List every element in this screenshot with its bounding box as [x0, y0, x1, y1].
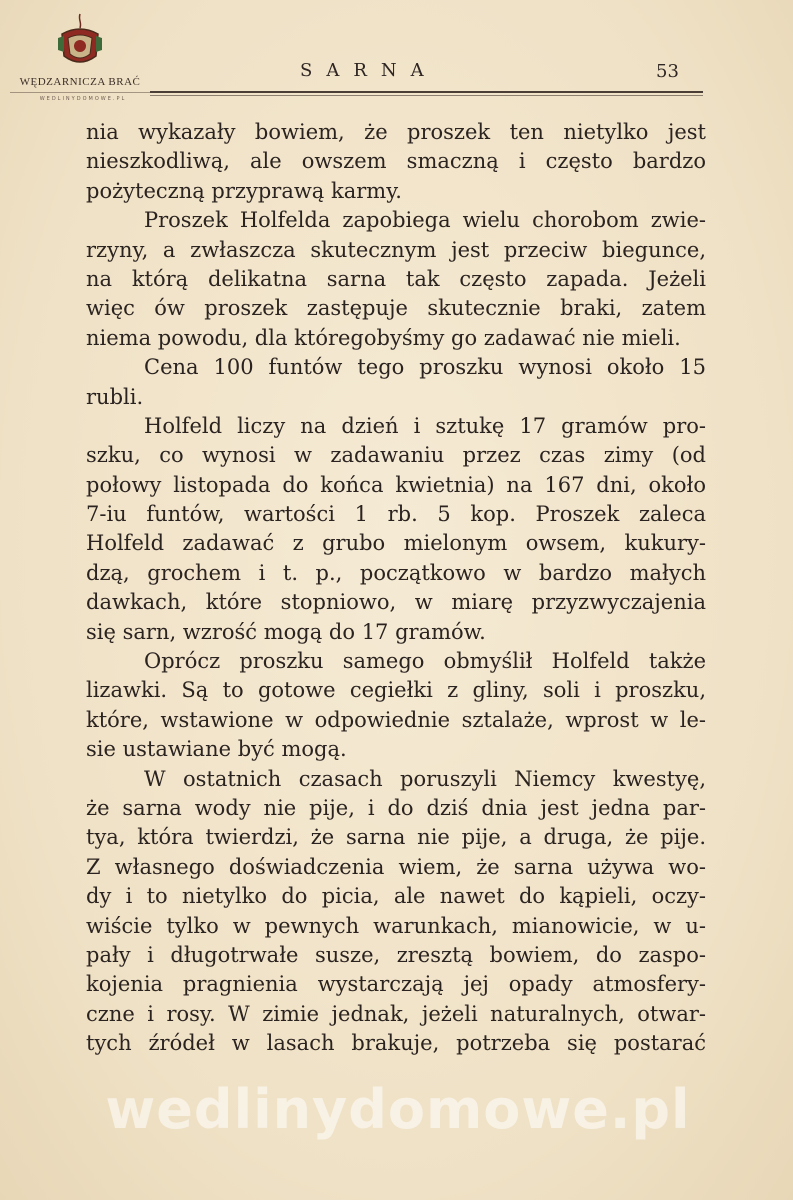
text-line: wiście tylko w pewnych warunkach, mianowicie, w u-	[86, 913, 706, 938]
brand-name: WĘDZARNICZA BRAĆ	[19, 76, 141, 88]
text-line: które, wstawione w odpowiednie sztalaże, wprost w le-	[86, 707, 706, 732]
watermark: wedlinydomowe.pl	[105, 1078, 691, 1141]
text-line: nieszkodliwą, ale owszem smaczną i często bardzo	[86, 149, 706, 174]
text-line: pały i długotrwałe susze, zresztą bowiem, do zaspo-	[86, 942, 706, 967]
logo-rule	[10, 92, 160, 93]
text-line: lizawki. Są to gotowe cegiełki z gliny, soli i proszku,	[86, 678, 706, 703]
text-line: czne i rosy. W zimie jednak, jeżeli naturalnych, otwar-	[86, 1001, 706, 1026]
header-rule	[150, 91, 703, 93]
text-line: Proszek Holfelda zapobiega wielu chorobom zwie-	[144, 208, 706, 233]
body-text	[86, 118, 706, 1059]
text-line: sie ustawiane być mogą.	[86, 737, 347, 762]
crest-icon	[56, 12, 104, 72]
text-line: pożyteczną przyprawą karmy.	[86, 178, 402, 203]
brand-subtitle: WEDLINYDOMOWE.PL	[39, 96, 127, 102]
text-line: dy i to nietylko do picia, ale nawet do kąpieli, oczy-	[86, 884, 706, 909]
text-line: Holfeld liczy na dzień i sztukę 17 gramów pro-	[144, 413, 706, 438]
text-line: rubli.	[86, 384, 144, 409]
text-line: szku, co wynosi w zadawaniu przez czas zimy (od	[86, 443, 706, 468]
text-line: dzą, grochem i t. p., początkowo w bardzo małych	[86, 560, 706, 585]
text-line: 7-iu funtów, wartości 1 rb. 5 kop. Proszek zaleca	[86, 502, 706, 527]
running-title: SARNA	[300, 60, 438, 81]
text-line: niema powodu, dla któregobyśmy go zadawać nie mieli.	[86, 325, 681, 350]
page-number: 53	[656, 61, 679, 82]
publisher-logo	[10, 12, 150, 102]
text-line: że sarna wody nie pije, i do dziś dnia jest jedna par-	[86, 795, 706, 820]
text-line: Z własnego doświadczenia wiem, że sarna używa wo-	[86, 854, 706, 879]
text-line: połowy listopada do końca kwietnia) na 167 dni, około	[86, 472, 706, 497]
text-line: Holfeld zadawać z grubo mielonym owsem, kukury-	[86, 531, 706, 556]
text-line: rzyny, a zwłaszcza skutecznym jest przeciw biegunce,	[86, 237, 706, 262]
text-line: tya, która twierdzi, że sarna nie pije, a druga, że pije.	[86, 825, 706, 850]
header-rule-thin	[150, 95, 703, 96]
text-line: W ostatnich czasach poruszyli Niemcy kwestyę,	[144, 766, 706, 791]
text-line: się sarn, wzrość mogą do 17 gramów.	[86, 619, 486, 644]
text-line: na którą delikatna sarna tak często zapada. Jeżeli	[86, 266, 706, 291]
text-line: tych źródeł w lasach brakuje, potrzeba się postarać	[86, 1031, 706, 1056]
text-line: Cena 100 funtów tego proszku wynosi około 15	[144, 355, 706, 380]
text-line: Oprócz proszku samego obmyślił Holfeld także	[144, 649, 706, 674]
text-line: nia wykazały bowiem, że proszek ten nietylko jest	[86, 120, 706, 144]
text-line: więc ów proszek zastępuje skutecznie braki, zatem	[86, 296, 706, 321]
text-line: kojenia pragnienia wystarczają jej opady atmosfery-	[86, 972, 706, 997]
text-line: dawkach, które stopniowo, w miarę przyzwyczajenia	[86, 590, 706, 615]
